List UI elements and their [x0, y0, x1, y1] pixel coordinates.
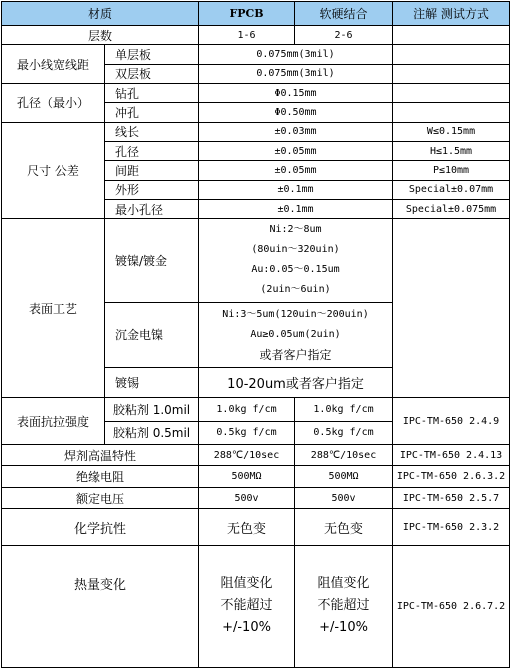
- chemical-rigid-flex: 无色变: [295, 509, 393, 546]
- hole-punch-label: 冲孔: [105, 103, 199, 122]
- voltage-rigid-flex: 500v: [295, 487, 393, 508]
- voltage-note: IPC-TM-650 2.5.7: [393, 487, 510, 508]
- min-line-single-label: 单层板: [105, 45, 199, 64]
- layers-note: [393, 26, 510, 45]
- row-min-line-single: [2, 45, 510, 64]
- enig-line: Ni:3～5um(120uin～200uin): [222, 308, 369, 320]
- tol-hole-value: ±0.05mm: [199, 141, 393, 160]
- min-line-label: 最小线宽线距: [2, 45, 105, 84]
- thermal-note: IPC-TM-650 2.6.7.2: [393, 545, 510, 667]
- tolerance-label: 尺寸 公差: [2, 122, 105, 219]
- row-hole-drill: [2, 83, 510, 102]
- insulation-label: 绝缘电阻: [2, 466, 199, 487]
- peel-05mil-label: 胶粘剂 0.5mil: [105, 421, 199, 444]
- tol-hole-label: 孔径: [105, 141, 199, 160]
- solder-label: 焊剂高温特性: [2, 445, 199, 466]
- row-surface-nickel-gold: [2, 219, 510, 302]
- thermal-fpcb: [199, 545, 295, 667]
- nickel-gold-line: (80uin～320uin): [251, 244, 340, 256]
- min-line-double-value: 0.075mm(3mil): [199, 64, 393, 83]
- hole-punch-note: [393, 103, 510, 122]
- thermal-fpcb-line: 阻值变化: [220, 576, 273, 592]
- chemical-label: 化学抗性: [2, 509, 199, 546]
- surface-nickel-gold-value: [199, 219, 393, 302]
- min-line-double-label: 双层板: [105, 64, 199, 83]
- thermal-rigid-flex-line: 阻值变化: [317, 576, 370, 592]
- solder-fpcb: 288℃/10sec: [199, 445, 295, 466]
- insulation-fpcb: 500MΩ: [199, 466, 295, 487]
- min-line-single-value: 0.075mm(3mil): [199, 45, 393, 64]
- tol-pitch-note: P≤10mm: [393, 161, 510, 180]
- row-layers: [2, 26, 510, 45]
- header-material: 材质: [2, 2, 199, 26]
- row-solder: [2, 445, 510, 466]
- thermal-label: 热量变化: [2, 545, 199, 667]
- tol-pitch-value: ±0.05mm: [199, 161, 393, 180]
- layers-rigid-flex: 2-6: [295, 26, 393, 45]
- tol-line-length-label: 线长: [105, 122, 199, 141]
- nickel-gold-line: (2uin～6uin): [260, 284, 331, 296]
- min-line-double-note: [393, 64, 510, 83]
- peel-1mil-fpcb: 1.0kg f/cm: [199, 398, 295, 421]
- row-tol-line-length: [2, 122, 510, 141]
- peel-05mil-rigid-flex: 0.5kg f/cm: [295, 421, 393, 444]
- surface-note: [393, 219, 510, 398]
- thermal-rigid-flex: [295, 545, 393, 667]
- row-thermal: [2, 545, 510, 667]
- nickel-gold-line: Ni:2～8um: [269, 224, 322, 236]
- row-insulation: [2, 466, 510, 487]
- peel-label: 表面抗拉强度: [2, 398, 105, 445]
- surface-enig-value: [199, 302, 393, 367]
- solder-note: IPC-TM-650 2.4.13: [393, 445, 510, 466]
- header-fpcb: FPCB: [199, 2, 295, 26]
- peel-1mil-label: 胶粘剂 1.0mil: [105, 398, 199, 421]
- header-row: [2, 2, 510, 26]
- enig-line: 或者客户指定: [259, 347, 332, 362]
- tol-min-hole-value: ±0.1mm: [199, 199, 393, 218]
- hole-punch-value: Φ0.50mm: [199, 103, 393, 122]
- min-line-single-note: [393, 45, 510, 64]
- thermal-rigid-flex-line: 不能超过: [317, 598, 370, 614]
- hole-label: 孔径（最小）: [2, 83, 105, 122]
- spec-table: [1, 1, 510, 668]
- tol-min-hole-note: Special±0.075mm: [393, 199, 510, 218]
- insulation-rigid-flex: 500MΩ: [295, 466, 393, 487]
- header-rigid-flex: 软硬结合: [295, 2, 393, 26]
- solder-rigid-flex: 288℃/10sec: [295, 445, 393, 466]
- insulation-note: IPC-TM-650 2.6.3.2: [393, 466, 510, 487]
- peel-note: IPC-TM-650 2.4.9: [393, 398, 510, 445]
- surface-tin-label: 镀锡: [105, 367, 199, 398]
- tol-line-length-value: ±0.03mm: [199, 122, 393, 141]
- chemical-fpcb: 无色变: [199, 509, 295, 546]
- tol-min-hole-label: 最小孔径: [105, 199, 199, 218]
- surface-nickel-gold-label: 镀镍/镀金: [105, 219, 199, 302]
- surface-enig-label: 沉金电镍: [105, 302, 199, 367]
- layers-fpcb: 1-6: [199, 26, 295, 45]
- voltage-label: 额定电压: [2, 487, 199, 508]
- tol-outline-label: 外形: [105, 180, 199, 199]
- nickel-gold-line: Au:0.05～0.15um: [251, 264, 340, 276]
- enig-line: Au≥0.05um(2uin): [250, 328, 341, 340]
- hole-drill-note: [393, 83, 510, 102]
- hole-drill-value: Φ0.15mm: [199, 83, 393, 102]
- thermal-rigid-flex-line: +/-10%: [319, 620, 368, 636]
- surface-label: 表面工艺: [2, 219, 105, 398]
- layers-label: 层数: [2, 26, 199, 45]
- tol-outline-value: ±0.1mm: [199, 180, 393, 199]
- row-voltage: [2, 487, 510, 508]
- tol-pitch-label: 间距: [105, 161, 199, 180]
- peel-1mil-rigid-flex: 1.0kg f/cm: [295, 398, 393, 421]
- row-peel-1mil: [2, 398, 510, 421]
- row-chemical: [2, 509, 510, 546]
- surface-tin-value: 10-20um或者客户指定: [199, 367, 393, 398]
- thermal-fpcb-line: +/-10%: [222, 620, 271, 636]
- voltage-fpcb: 500v: [199, 487, 295, 508]
- hole-drill-label: 钻孔: [105, 83, 199, 102]
- header-note: 注解 测试方式: [393, 2, 510, 26]
- chemical-note: IPC-TM-650 2.3.2: [393, 509, 510, 546]
- tol-outline-note: Special±0.07mm: [393, 180, 510, 199]
- tol-hole-note: H≤1.5mm: [393, 141, 510, 160]
- thermal-fpcb-line: 不能超过: [220, 598, 273, 614]
- tol-line-length-note: W≤0.15mm: [393, 122, 510, 141]
- peel-05mil-fpcb: 0.5kg f/cm: [199, 421, 295, 444]
